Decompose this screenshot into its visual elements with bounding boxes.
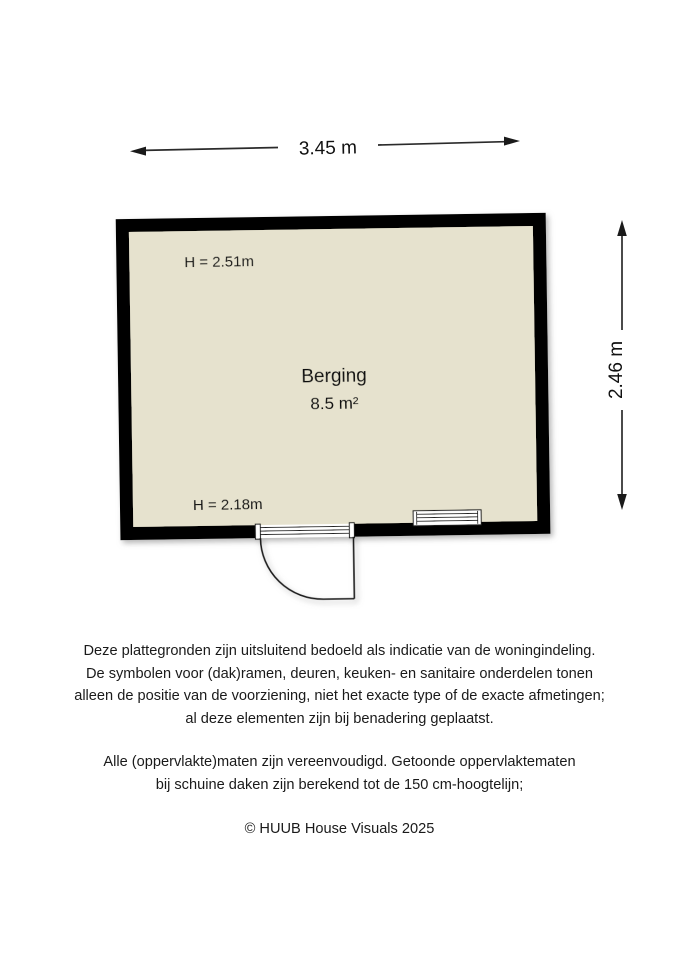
dimension-width-line-left <box>138 148 278 151</box>
ceiling-height-high-label: H = 2.51m <box>184 253 255 272</box>
disclaimer-paragraph-2 <box>0 751 679 796</box>
dimension-width-line-right <box>378 142 512 146</box>
dimension-width-arrow-left <box>130 147 146 156</box>
room-name-berging: Berging <box>301 365 367 388</box>
disclaimer-line: al deze elementen zijn bij benadering geplaatst. <box>185 710 494 727</box>
building-outline <box>116 213 552 602</box>
disclaimer-line: Deze plattegronden zijn uitsluitend bedoeld als indicatie van de woningindeling. <box>83 643 596 659</box>
door-swing-arc <box>260 537 323 600</box>
dimension-height-label: 2.46 m <box>606 340 627 400</box>
paragraph-spacer <box>0 730 679 751</box>
door-leaf <box>353 537 354 599</box>
disclaimer-line: alleen de positie van de voorziening, niet het exacte type of de exacte afmetingen; <box>74 688 605 704</box>
dimension-height-arrow-bottom <box>617 494 627 510</box>
disclaimer-line: Alle (oppervlakte)maten zijn vereenvoudigd. Getoonde oppervlaktematen <box>103 754 576 770</box>
disclaimer-block <box>0 640 679 841</box>
room-area-berging: 8.5 m² <box>310 393 359 414</box>
copyright-notice: © HUUB House Visuals 2025 <box>244 821 435 837</box>
dimension-width-arrow-right <box>504 137 520 146</box>
disclaimer-line: bij schuine daken zijn berekend tot de 150 cm-hoogtelijn; <box>155 776 524 793</box>
disclaimer-paragraph-1 <box>0 640 679 730</box>
dimension-height-arrow-top <box>617 220 627 236</box>
door-jamb-right <box>349 523 354 538</box>
ceiling-height-low-label: H = 2.18m <box>192 496 263 515</box>
dimension-width <box>130 137 520 160</box>
dimension-height <box>606 220 627 510</box>
disclaimer-line: De symbolen voor (dak)ramen, deuren, keuken- en sanitaire onderdelen tonen <box>85 665 594 682</box>
copyright-spacer <box>0 796 679 818</box>
door-jamb-left <box>255 524 260 539</box>
dimension-width-label: 3.45 m <box>298 137 358 160</box>
